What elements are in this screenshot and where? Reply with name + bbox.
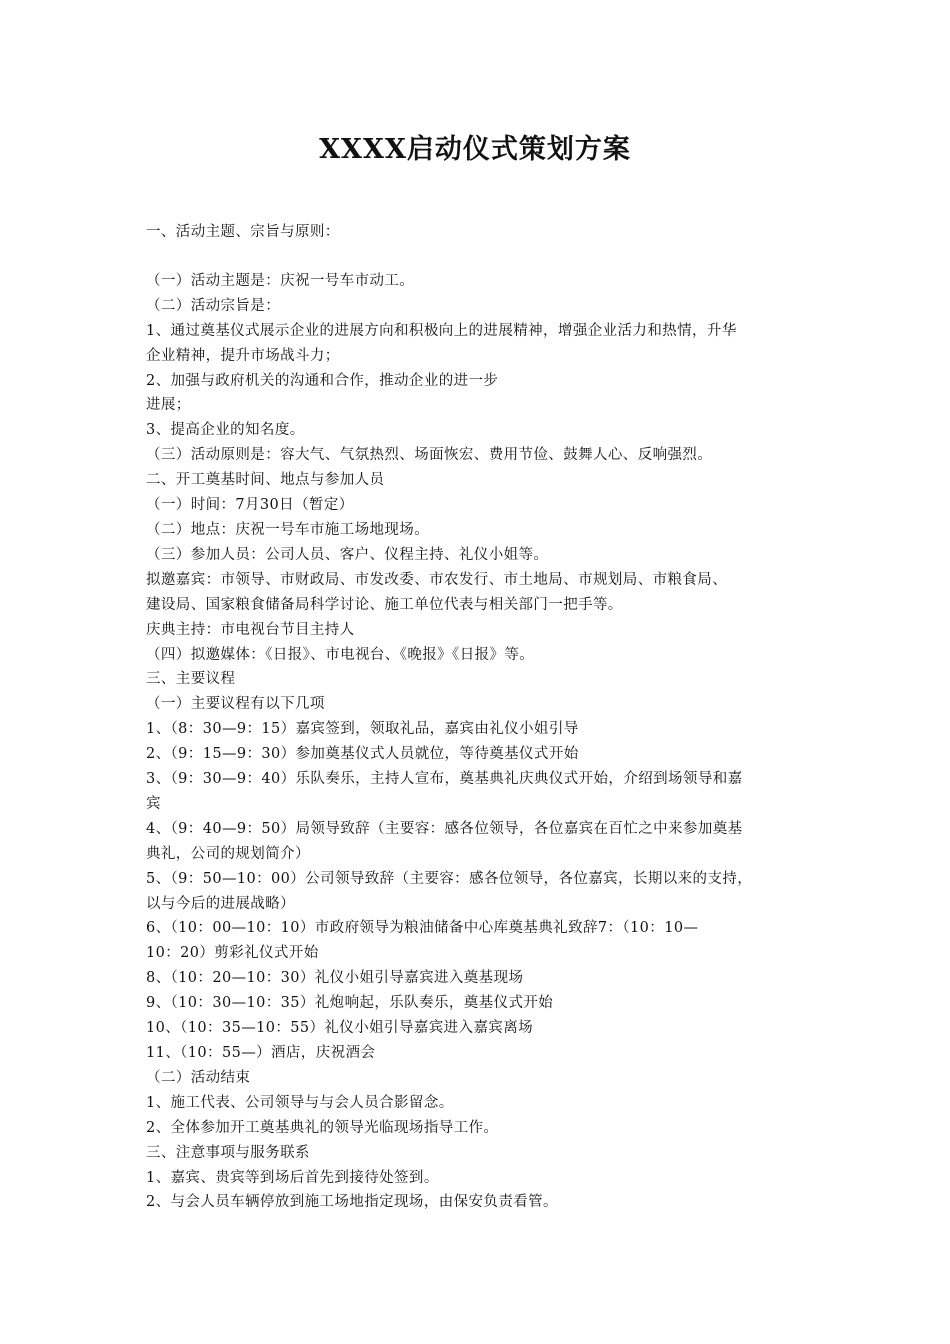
body-line: （一）主要议程有以下几项 [146,696,325,713]
body-line: 三、注意事项与服务联系 [146,1144,310,1161]
body-line: （一）活动主题是：庆祝一号车市动工。 [146,272,415,289]
document-title: XXXX启动仪式策划方案 [319,134,631,165]
body-line: 宾 [146,795,161,812]
body-line: 三、主要议程 [146,671,236,688]
body-line: 10、（10：35—10：55）礼仪小姐引导嘉宾进入嘉宾离场 [146,1020,534,1037]
body-line: （三）活动原则是：容大气、气氛热烈、场面恢宏、费用节俭、鼓舞人心、反响强烈。 [146,447,713,464]
body-line: 2、全体参加开工奠基典礼的领导光临现场指导工作。 [146,1119,499,1136]
body-line: 3、提高企业的知名度。 [146,422,305,439]
body-line: （三）参加人员：公司人员、客户、仪程主持、礼仪小姐等。 [146,546,549,563]
body-line: 1、嘉宾、贵宾等到场后首先到接待处签到。 [146,1169,439,1186]
body-line: 3、（9：30—9：40）乐队奏乐，主持人宣布，奠基典礼庆典仪式开始，介绍到场领导和嘉 [146,771,743,788]
body-line: 一、活动主题、宗旨与原则： [146,224,340,240]
body-line: 1、通过奠基仪式展示企业的进展方向和积极向上的进展精神，增强企业活力和热情，升华 [146,322,737,339]
body-line: 5、（9：50—10：00）公司领导致辞（主要容：感各位领导，各位嘉宾，长期以来的支持， [146,870,753,887]
body-line: （二）地点：庆祝一号车市施工场地现场。 [146,521,430,538]
body-line: 典礼，公司的规划简介） [146,845,310,862]
body-line: 拟邀嘉宾：市领导、市财政局、市发改委、市农发行、市土地局、市规划局、市粮食局、 [146,571,728,588]
body-line: 11、（10：55—）酒店，庆祝酒会 [146,1045,376,1061]
body-line: 建设局、国家粮食储备局科学讨论、施工单位代表与相关部门一把手等。 [146,596,623,613]
body-line: 企业精神，提升市场战斗力； [146,347,340,364]
body-line: 庆典主持：市电视台节目主持人 [146,621,355,638]
blank-line [146,245,814,269]
body-line: 进展； [146,397,191,414]
body-line: 1、施工代表、公司领导与与会人员合影留念。 [146,1094,454,1111]
body-line: 6、（10：00—10：10）市政府领导为粮油储备中心库奠基典礼致辞7：（10：10— [146,920,699,937]
body-line: 以与今后的进展战略） [146,895,295,912]
document-body [146,220,814,1215]
body-line: （一）时间：7月30日（暂定） [146,497,354,514]
body-line: 8、（10：20—10：30）礼仪小姐引导嘉宾进入奠基现场 [146,970,524,987]
body-line: 2、与会人员车辆停放到施工场地指定现场，由保安负责看管。 [146,1194,558,1211]
body-line: 10：20）剪彩礼仪式开始 [146,945,319,962]
body-line: （四）拟邀媒体：《日报》、市电视台、《晚报》《日报》等。 [146,646,535,663]
body-line: 9、（10：30—10：35）礼炮响起，乐队奏乐，奠基仪式开始 [146,995,554,1012]
body-line: （二）活动结束 [146,1069,251,1086]
body-line: 4、（9：40—9：50）局领导致辞（主要容：感各位领导，各位嘉宾在百忙之中来参加奠基 [146,820,743,837]
body-line: 2、加强与政府机关的沟通和合作，推动企业的进一步 [146,372,499,389]
body-line: 二、开工奠基时间、地点与参加人员 [146,472,385,489]
body-line: 2、（9：15—9：30）参加奠基仪式人员就位，等待奠基仪式开始 [146,746,579,763]
body-line: 1、（8：30—9：15）嘉宾签到，领取礼品，嘉宾由礼仪小姐引导 [146,721,579,738]
body-line: （二）活动宗旨是： [146,297,281,314]
